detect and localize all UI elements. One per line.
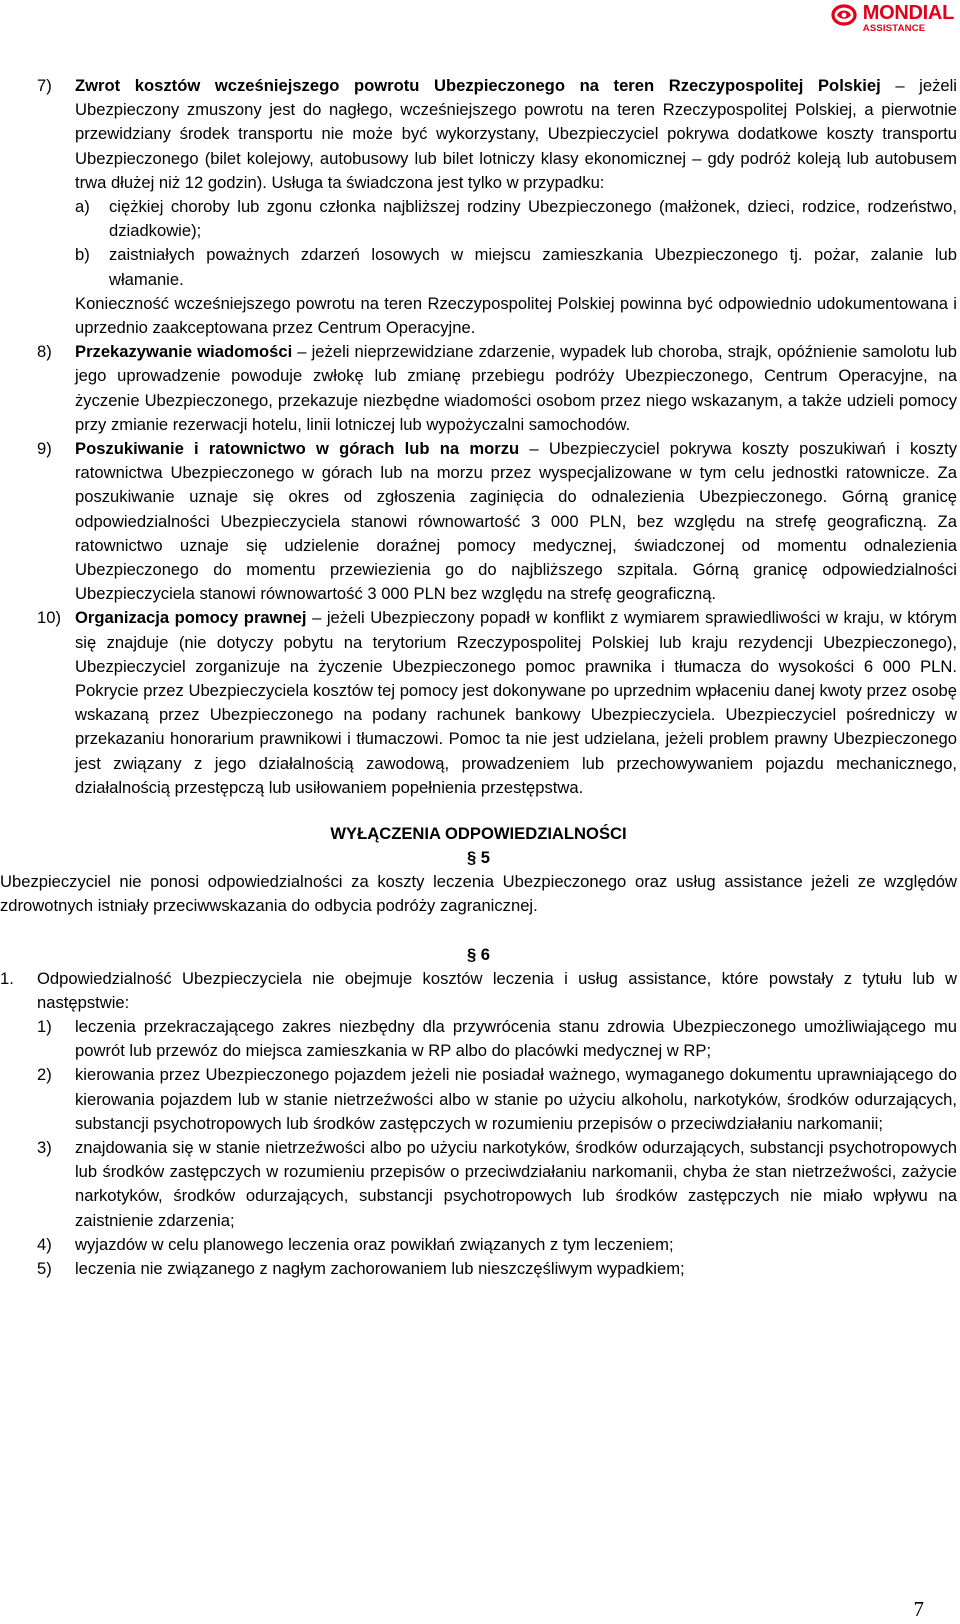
sub-item-text: ciężkiej choroby lub zgonu członka najbliższej rodziny Ubezpieczonego (małżonek, dzieci, rodzice, rodzeństwo, dziadkowie);: [109, 197, 957, 241]
exclusion-number: 3): [37, 1137, 52, 1157]
item-text: – jeżeli Ubezpieczony popadł w konflikt z wymiarem sprawiedliwości w kraju, w którym się znajduje (nie dotyczy pobytu na terytorium Rzeczypospolitej Polskiej lub kraju rezydencji Ubezpieczonego), Ubezpieczyciel zorganizuje na życzenie Ubezpieczonego pomoc prawnika i tłumacza do wysokości 6 000 PLN. Pokrycie przez Ubezpieczyciela kosztów tej pomocy jest dokonywane po uprzednim wpłaceniu danej kwoty przez osobę wskazaną przez Ubezpieczonego na podany rachunek bankowy Ubezpieczyciela. Ubezpieczyciel pośredniczy w przekazaniu honorarium prawnikowi i tłumaczowi. Pomoc ta nie jest udzielana, jeżeli problem prawny Ubezpieczonego jest związany z jego działalnością zawodową, prowadzeniem lub przechowywaniem pojazdu mechanicznego, działalnością przestępczą lub usiłowaniem popełnienia przestępstwa.: [75, 608, 957, 797]
section-sign-6: § 6: [466, 944, 491, 964]
list-item: [0, 340, 957, 437]
item-title: Przekazywanie wiadomości: [75, 342, 293, 362]
item-title: Zwrot kosztów wcześniejszego powrotu Ubezpieczonego na teren Rzeczypospolitej Polskiej: [75, 76, 881, 95]
item-text: – jeżeli nieprzewidziane zdarzenie, wypadek lub choroba, strajk, opóźnienie samolotu lub jego uprowadzenie powoduje zwłokę lub zmianę przebiegu podróży Ubezpieczonego, Centrum Operacyjne, na życzenie Ubezpieczonego, przekazuje niezbędne wiadomości osobom przez niego wskazanym, a także udzieli pomocy przy zmianie rezerwacji hotelu, linii lotniczej lub wypożyczalni samochodów.: [75, 342, 957, 434]
logo-name: MONDIAL: [862, 2, 954, 24]
section-heading: WYŁĄCZENIA ODPOWIEDZIALNOŚCI: [330, 824, 627, 844]
list-item: [0, 74, 957, 340]
sub-item-letter: a): [75, 197, 90, 217]
item-number: 7): [37, 76, 52, 95]
section-6-point: [0, 967, 957, 1282]
exclusion-item: [37, 1136, 957, 1233]
mondial-assistance-logo: [831, 3, 954, 34]
item-title: Poszukiwanie i ratownictwo w górach lub na morzu: [75, 439, 520, 459]
section-sign-5: § 5: [466, 848, 491, 868]
point-text: Odpowiedzialność Ubezpieczyciela nie obejmuje kosztów leczenia i usług assistance, które powstały z tytułu lub w następstwie:: [37, 968, 957, 1012]
item-title: Organizacja pomocy prawnej: [75, 608, 307, 628]
list-item: [0, 437, 957, 606]
item-number: 10): [37, 608, 61, 628]
exclusion-item: [37, 1233, 957, 1257]
exclusion-text: kierowania przez Ubezpieczonego pojazdem jeżeli nie posiadał ważnego, wymaganego dokumentu uprawniającego do kierowania pojazdem lub w stanie nietrzeźwości albo w stanie po użyciu alkoholu, narkotyków, środków odurzających, substancji psychotropowych lub środków zastępczych w rozumieniu przepisów o przeciwdziałaniu narkomanii;: [75, 1065, 957, 1133]
exclusion-item: [37, 1063, 957, 1136]
exclusion-text: leczenia nie związanego z nagłym zachorowaniem lub nieszczęśliwym wypadkiem;: [75, 1258, 685, 1278]
sub-item: [75, 195, 957, 243]
exclusion-text: leczenia przekraczającego zakres niezbędny dla przywrócenia stanu zdrowia Ubezpieczonego umożliwiającego mu powrót lub przewóz do miejsca zamieszkania w RP albo do placówki medycznej w RP;: [75, 1016, 957, 1061]
exclusion-text: wyjazdów w celu planowego leczenia oraz powikłań związanych z tym leczeniem;: [75, 1234, 674, 1254]
exclusion-number: 4): [37, 1234, 52, 1254]
sub-item-text: zaistniałych poważnych zdarzeń losowych w miejscu zamieszkania Ubezpieczonego tj. pożar, zalanie lub włamanie.: [109, 245, 957, 289]
item-text: – Ubezpieczyciel pokrywa koszty poszukiwań i koszty ratownictwa Ubezpieczonego w górach lub na morzu przez wyspecjalizowane w tym celu jednostki ratownicze. Za poszukiwanie uznaje się okres od zgłoszenia zaginięcia do odnalezienia Ubezpieczonego. Górną granicę odpowiedzialności Ubezpieczyciela stanowi równowartość 3 000 PLN, bez względu na strefę geograficzną. Za ratownictwo uznaje się udzielenie doraźnej pomocy medycznej, świadczonej od momentu odnalezienia Ubezpieczonego do momentu przewiezienia go do najbliższego szpitala. Górną granicę odpowiedzialności Ubezpieczyciela stanowi równowartość 3 000 PLN bez względu na strefę geograficzną.: [75, 439, 957, 604]
point-number: 1.: [0, 968, 14, 988]
item-continuation: Konieczność wcześniejszego powrotu na teren Rzeczypospolitej Polskiej powinna być odpowiednio udokumentowana i uprzednio zaakceptowana przez Centrum Operacyjne.: [75, 293, 957, 338]
document-body: [0, 74, 957, 1281]
exclusion-item: [37, 1015, 957, 1063]
item-text: – jeżeli Ubezpieczony zmuszony jest do nagłego, wcześniejszego powrotu na teren Rzeczypospolitej Polskiej, a pierwotnie przewidziany środek transportu nie może być wykorzystany, Ubezpieczyciel pokrywa dodatkowe koszty transportu Ubezpieczonego (bilet kolejowy, autobusowy lub bilet lotniczy klasy ekonomicznej – gdy podróż koleją lub autobusem trwa dłużej niż 12 godzin). Usługa ta świadczona jest tylko w przypadku:: [75, 76, 957, 192]
list-item: [0, 606, 957, 800]
section-5-text: Ubezpieczyciel nie ponosi odpowiedzialności za koszty leczenia Ubezpieczonego oraz usług assistance jeżeli ze względów zdrowotnych istniały przeciwwskazania do odbycia podróży zagranicznej.: [0, 872, 957, 916]
exclusion-item: [37, 1257, 957, 1281]
item-number: 9): [37, 439, 52, 459]
exclusion-number: 2): [37, 1065, 52, 1085]
mondial-swirl-icon: [831, 3, 861, 27]
page-number: 7: [913, 1597, 924, 1621]
exclusion-number: 5): [37, 1258, 52, 1278]
sub-item-letter: b): [75, 245, 90, 265]
sub-item: [75, 243, 957, 291]
logo-sub: ASSISTANCE: [862, 23, 926, 34]
exclusion-text: znajdowania się w stanie nietrzeźwości albo po użyciu narkotyków, środków odurzających, substancji psychotropowych lub środków zastępczych w rozumieniu przepisów o przeciwdziałaniu narkomanii, chyba że stan nietrzeźwości, zażycie narkotyków, środków odurzających, substancji psychotropowych lub środków zastępczych nie miało wpływu na zaistnienie zdarzenia;: [75, 1137, 957, 1230]
exclusion-number: 1): [37, 1016, 52, 1036]
item-number: 8): [37, 342, 52, 362]
